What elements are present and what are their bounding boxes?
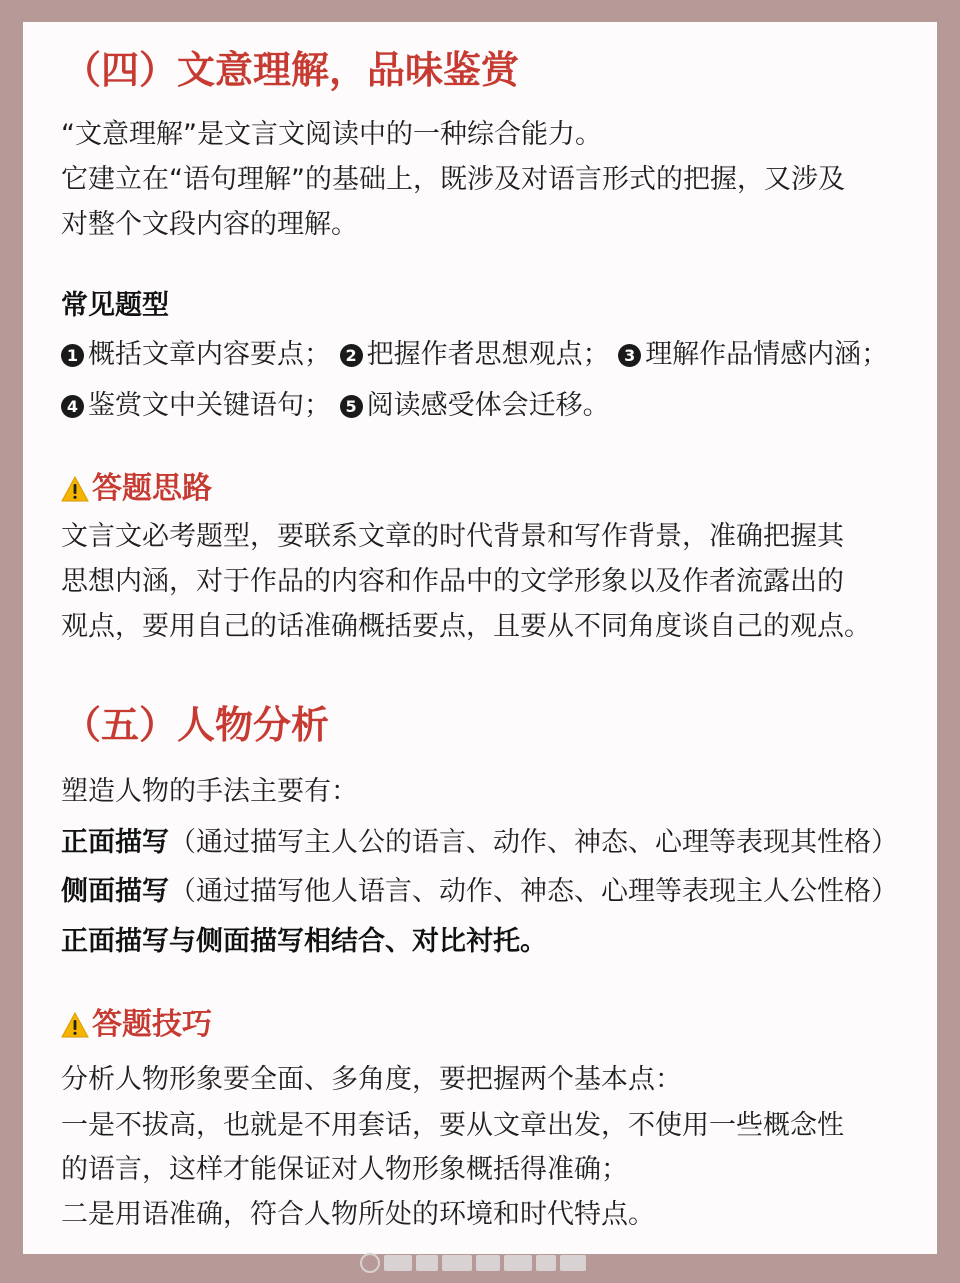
answer-technique-line-1: 分析人物形象要全面、多角度，要把握两个基本点： <box>61 1064 682 1095</box>
answer-technique-heading <box>61 1006 212 1044</box>
answer-approach-heading <box>61 470 212 508</box>
question-type-item: 把握作者思想观点； <box>366 339 610 370</box>
answer-technique-label: 答题技巧 <box>92 1007 212 1042</box>
question-type-item: 阅读感受体会迁移。 <box>366 390 610 421</box>
answer-technique-line-2: 一是不拔高，也就是不用套话，要从文章出发，不使用一些概念性 <box>61 1110 844 1141</box>
section4-title: （四）文意理解，品味鉴赏 <box>63 48 520 92</box>
answer-technique-line-4: 二是用语准确，符合人物所处的环境和时代特点。 <box>61 1199 655 1230</box>
question-type-item: 理解作品情感内涵； <box>645 339 889 370</box>
section4-intro-line-1: “文意理解”是文言文阅读中的一种综合能力。 <box>61 119 602 150</box>
method-detail: （通过描写主人公的语言、动作、神态、心理等表现其性格） <box>169 827 898 858</box>
answer-approach-line-3: 观点，要用自己的话准确概括要点，且要从不同角度谈自己的观点。 <box>61 611 871 642</box>
answer-technique-line-3: 的语言，这样才能保证对人物形象概括得准确； <box>61 1154 628 1185</box>
method-label: 侧面描写 <box>61 876 169 907</box>
number-badge-2: 2 <box>340 344 363 367</box>
warning-triangle-icon <box>61 476 89 502</box>
question-type-item: 概括文章内容要点； <box>88 339 331 370</box>
answer-approach-line-1: 文言文必考题型，要联系文章的时代背景和写作背景，准确把握其 <box>61 521 844 552</box>
question-types-heading: 常见题型 <box>61 290 169 321</box>
answer-approach-line-2: 思想内涵，对于作品的内容和作品中的文学形象以及作者流露出的 <box>61 566 844 597</box>
number-badge-3: 3 <box>618 344 641 367</box>
section5-title: （五）人物分析 <box>63 703 330 747</box>
section4-intro-line-2: 它建立在“语句理解”的基础上，既涉及对语言形式的把握，又涉及 <box>61 164 845 195</box>
method-combined: 正面描写与侧面描写相结合、对比衬托。 <box>61 926 547 957</box>
question-type-item: 鉴赏文中关键语句； <box>88 390 331 421</box>
method-detail: （通过描写他人语言、动作、神态、心理等表现主人公性格） <box>169 876 898 907</box>
section4-intro-line-3: 对整个文段内容的理解。 <box>61 209 358 240</box>
question-types-line-1 <box>61 338 888 372</box>
question-types-line-2 <box>61 389 610 423</box>
answer-approach-label: 答题思路 <box>92 471 212 506</box>
method-side-description <box>61 875 898 909</box>
warning-triangle-icon <box>61 1012 89 1038</box>
watermark-logo-icon <box>360 1253 380 1273</box>
section5-intro: 塑造人物的手法主要有： <box>61 776 358 807</box>
watermark <box>360 1250 600 1276</box>
number-badge-5: 5 <box>340 395 363 418</box>
method-front-description <box>61 826 898 860</box>
method-label: 正面描写 <box>61 827 169 858</box>
number-badge-1: 1 <box>61 344 84 367</box>
number-badge-4: 4 <box>61 395 84 418</box>
